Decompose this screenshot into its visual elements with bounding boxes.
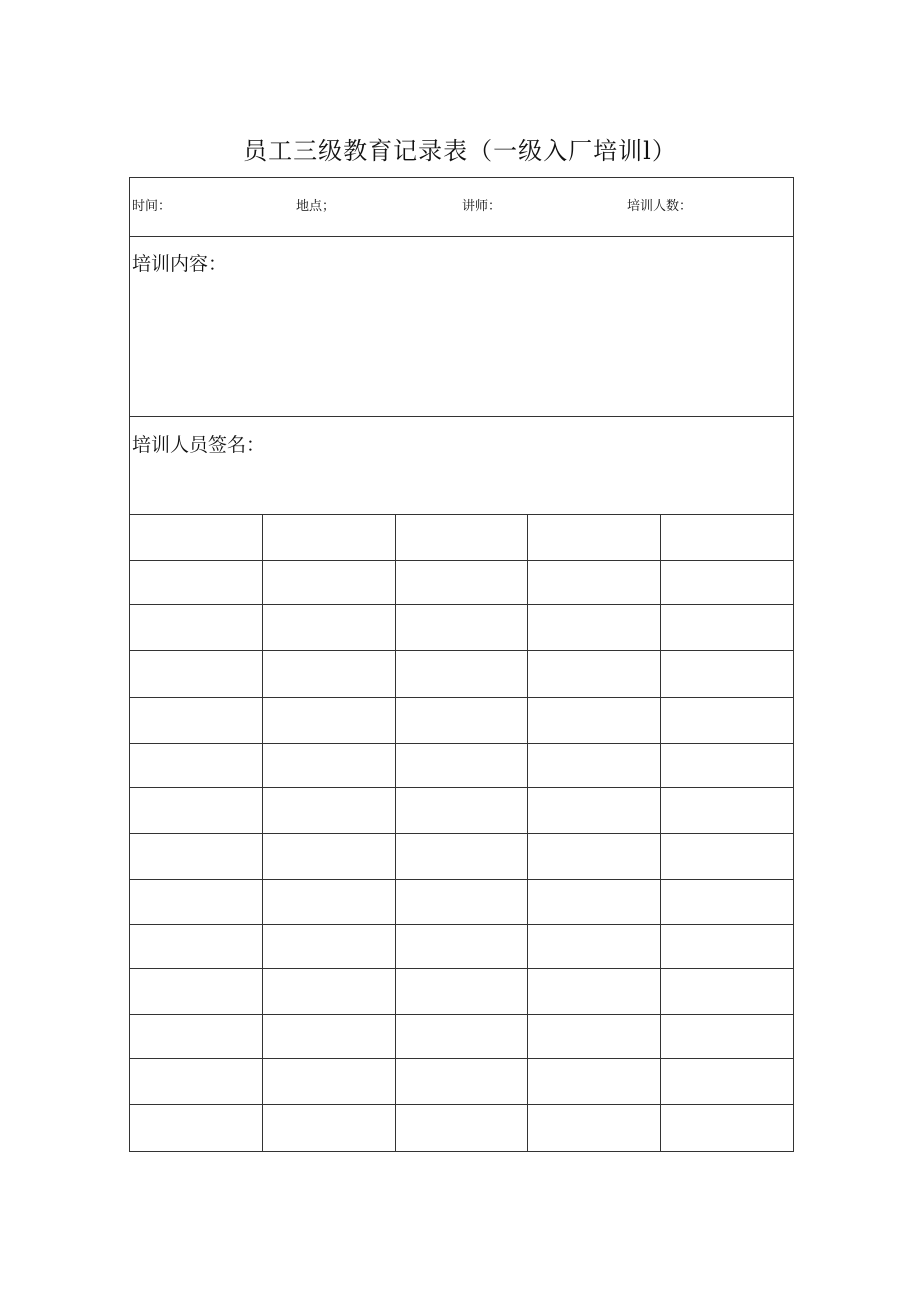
signature-cell[interactable] [263, 650, 396, 697]
signature-cell[interactable] [130, 833, 263, 879]
attendees-count-label: 培训人数： [627, 199, 693, 214]
signature-row [130, 833, 793, 879]
signature-row [130, 924, 793, 968]
signature-cell[interactable] [263, 1014, 396, 1058]
training-record-form [129, 177, 794, 1152]
signature-cell[interactable] [130, 560, 263, 604]
signature-row [130, 1104, 793, 1152]
signature-cell[interactable] [660, 604, 793, 650]
signature-cell[interactable] [528, 1104, 661, 1152]
signature-cell[interactable] [395, 787, 528, 833]
signature-cell[interactable] [528, 697, 661, 743]
signature-cell[interactable] [660, 743, 793, 787]
signature-cell[interactable] [528, 833, 661, 879]
signature-cell[interactable] [395, 1104, 528, 1152]
signature-cell[interactable] [130, 743, 263, 787]
signature-cell[interactable] [395, 879, 528, 924]
signature-cell[interactable] [660, 968, 793, 1014]
lecturer-label: 讲师： [462, 199, 502, 214]
signature-cell[interactable] [130, 697, 263, 743]
signature-cell[interactable] [263, 604, 396, 650]
signature-cell[interactable] [395, 650, 528, 697]
signature-cell[interactable] [130, 924, 263, 968]
signature-cell[interactable] [263, 787, 396, 833]
signature-cell[interactable] [130, 1014, 263, 1058]
signature-cell[interactable] [130, 787, 263, 833]
page-title: 员工三级教育记录表（一级入厂培训l） [243, 137, 677, 165]
signature-cell[interactable] [528, 968, 661, 1014]
signature-cell[interactable] [395, 1014, 528, 1058]
signature-row [130, 515, 793, 560]
signature-cell[interactable] [660, 787, 793, 833]
signature-cell[interactable] [660, 650, 793, 697]
signature-cell[interactable] [528, 1058, 661, 1104]
training-content-section [130, 237, 793, 417]
signature-cell[interactable] [263, 560, 396, 604]
signature-cell[interactable] [660, 1058, 793, 1104]
signature-cell[interactable] [395, 968, 528, 1014]
signature-cell[interactable] [395, 924, 528, 968]
signature-row [130, 560, 793, 604]
signature-cell[interactable] [130, 650, 263, 697]
signature-cell[interactable] [528, 560, 661, 604]
signature-cell[interactable] [528, 924, 661, 968]
signature-row [130, 787, 793, 833]
signature-cell[interactable] [660, 833, 793, 879]
signature-cell[interactable] [263, 743, 396, 787]
signature-cell[interactable] [395, 743, 528, 787]
signature-row [130, 604, 793, 650]
signature-cell[interactable] [528, 604, 661, 650]
signature-row [130, 1058, 793, 1104]
signature-cell[interactable] [263, 1058, 396, 1104]
location-label: 地点； [296, 199, 336, 214]
signature-cell[interactable] [660, 1014, 793, 1058]
signature-cell[interactable] [660, 515, 793, 560]
signature-row [130, 650, 793, 697]
signature-cell[interactable] [263, 924, 396, 968]
signature-cell[interactable] [660, 560, 793, 604]
signature-cell[interactable] [263, 697, 396, 743]
time-label: 时间： [132, 199, 172, 214]
signature-cell[interactable] [130, 968, 263, 1014]
signature-cell[interactable] [263, 968, 396, 1014]
signature-cell[interactable] [660, 879, 793, 924]
signature-row [130, 879, 793, 924]
signature-cell[interactable] [395, 560, 528, 604]
signature-cell[interactable] [130, 515, 263, 560]
info-row [130, 178, 793, 237]
signature-label: 培训人员签名： [132, 434, 266, 456]
signature-cell[interactable] [395, 604, 528, 650]
signature-cell[interactable] [263, 833, 396, 879]
signature-cell[interactable] [395, 833, 528, 879]
signature-cell[interactable] [528, 1014, 661, 1058]
signature-cell[interactable] [130, 879, 263, 924]
signature-cell[interactable] [395, 515, 528, 560]
signature-cell[interactable] [660, 697, 793, 743]
signature-cell[interactable] [130, 1104, 263, 1152]
signature-cell[interactable] [660, 1104, 793, 1152]
signature-row [130, 697, 793, 743]
signature-cell[interactable] [660, 924, 793, 968]
signature-cell[interactable] [395, 697, 528, 743]
signature-row [130, 968, 793, 1014]
signature-grid [130, 515, 793, 1152]
signature-cell[interactable] [528, 650, 661, 697]
signature-cell[interactable] [263, 515, 396, 560]
signature-cell[interactable] [528, 787, 661, 833]
signature-cell[interactable] [528, 515, 661, 560]
signature-cell[interactable] [263, 879, 396, 924]
signature-cell[interactable] [395, 1058, 528, 1104]
signature-cell[interactable] [263, 1104, 396, 1152]
signature-cell[interactable] [130, 604, 263, 650]
signature-section [130, 417, 793, 515]
signature-cell[interactable] [130, 1058, 263, 1104]
signature-cell[interactable] [528, 743, 661, 787]
signature-row [130, 1014, 793, 1058]
signature-cell[interactable] [528, 879, 661, 924]
signature-row [130, 743, 793, 787]
training-content-label: 培训内容： [132, 253, 228, 275]
